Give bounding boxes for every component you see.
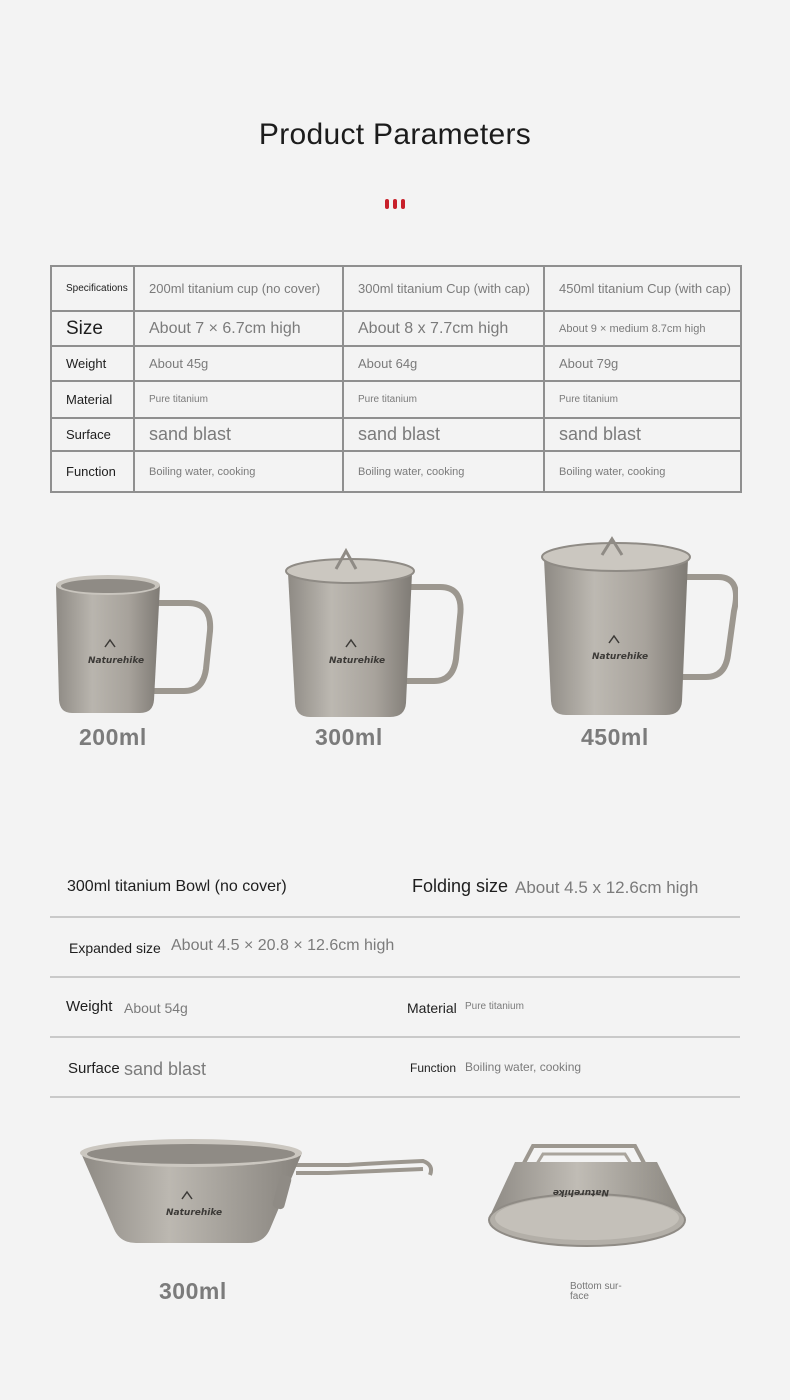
table-header-cell: 450ml titanium Cup (with cap) xyxy=(544,266,741,311)
table-cell: About 7 × 6.7cm high xyxy=(134,311,343,346)
row-label: Size xyxy=(51,311,134,346)
bowl-spec-row xyxy=(50,856,740,918)
table-cell: About 79g xyxy=(544,346,741,381)
svg-text:Naturehike: Naturehike xyxy=(552,1187,609,1197)
cup-450ml-image xyxy=(538,535,738,720)
table-header-cell: 200ml titanium cup (no cover) xyxy=(134,266,343,311)
table-cell: Pure titanium xyxy=(134,381,343,418)
table-cell: sand blast xyxy=(343,418,544,451)
table-row xyxy=(51,381,741,418)
table-row xyxy=(51,311,741,346)
table-cell: Boiling water, cooking xyxy=(134,451,343,492)
material-label: Material xyxy=(407,1000,457,1016)
table-row xyxy=(51,451,741,492)
row-label: Surface xyxy=(51,418,134,451)
table-cell: Pure titanium xyxy=(343,381,544,418)
capacity-label: 300ml xyxy=(315,724,383,750)
svg-text:Naturehike: Naturehike xyxy=(88,656,145,666)
svg-text:Naturehike: Naturehike xyxy=(166,1208,223,1218)
function-value: Boiling water, cooking xyxy=(465,1060,582,1074)
table-cell: sand blast xyxy=(544,418,741,451)
folding-size-value: About 4.5 x 12.6cm high xyxy=(515,878,699,897)
cup-300ml-image xyxy=(280,545,465,720)
table-header-cell: Specifications xyxy=(51,266,134,311)
material-value: Pure titanium xyxy=(465,1001,524,1012)
table-row xyxy=(51,346,741,381)
expanded-size-value: About 4.5 × 20.8 × 12.6cm high xyxy=(171,937,395,954)
svg-text:Naturehike: Naturehike xyxy=(329,656,386,666)
bowl-bottom-image xyxy=(485,1140,690,1255)
table-cell: Pure titanium xyxy=(544,381,741,418)
table-cell: About 45g xyxy=(134,346,343,381)
bowl-spec-row xyxy=(50,978,740,1038)
row-label: Weight xyxy=(51,346,134,381)
page-title: Product Parameters xyxy=(258,118,532,151)
row-label: Material xyxy=(51,381,134,418)
bowl-capacity-label: 300ml xyxy=(159,1278,227,1304)
table-cell: Boiling water, cooking xyxy=(343,451,544,492)
surface-label: Surface xyxy=(68,1060,120,1077)
folding-size-label: Folding size xyxy=(412,876,509,896)
bottom-surface-note: Bottom sur- face xyxy=(570,1281,622,1302)
function-label: Function xyxy=(410,1061,457,1075)
bowl-spec-row xyxy=(50,1038,740,1098)
weight-label: Weight xyxy=(66,998,113,1015)
table-cell: About 9 × medium 8.7cm high xyxy=(544,311,741,346)
weight-value: About 54g xyxy=(124,1000,188,1016)
table-header-row xyxy=(51,266,741,311)
surface-value: sand blast xyxy=(124,1059,207,1079)
bowl-300ml-image xyxy=(78,1135,440,1250)
expanded-size-label: Expanded size xyxy=(69,940,161,956)
table-cell: About 64g xyxy=(343,346,544,381)
bowl-name: 300ml titanium Bowl (no cover) xyxy=(67,878,287,895)
title-decoration-icon xyxy=(384,197,406,211)
table-cell: About 8 x 7.7cm high xyxy=(343,311,544,346)
svg-text:Naturehike: Naturehike xyxy=(592,652,649,662)
table-cell: Boiling water, cooking xyxy=(544,451,741,492)
table-cell: sand blast xyxy=(134,418,343,451)
table-header-cell: 300ml titanium Cup (with cap) xyxy=(343,266,544,311)
row-label: Function xyxy=(51,451,134,492)
capacity-label: 450ml xyxy=(581,724,649,750)
capacity-label: 200ml xyxy=(79,724,147,750)
cup-200ml-image xyxy=(50,565,215,720)
spec-table xyxy=(50,265,742,493)
table-row xyxy=(51,418,741,451)
bowl-spec-row xyxy=(50,918,740,978)
